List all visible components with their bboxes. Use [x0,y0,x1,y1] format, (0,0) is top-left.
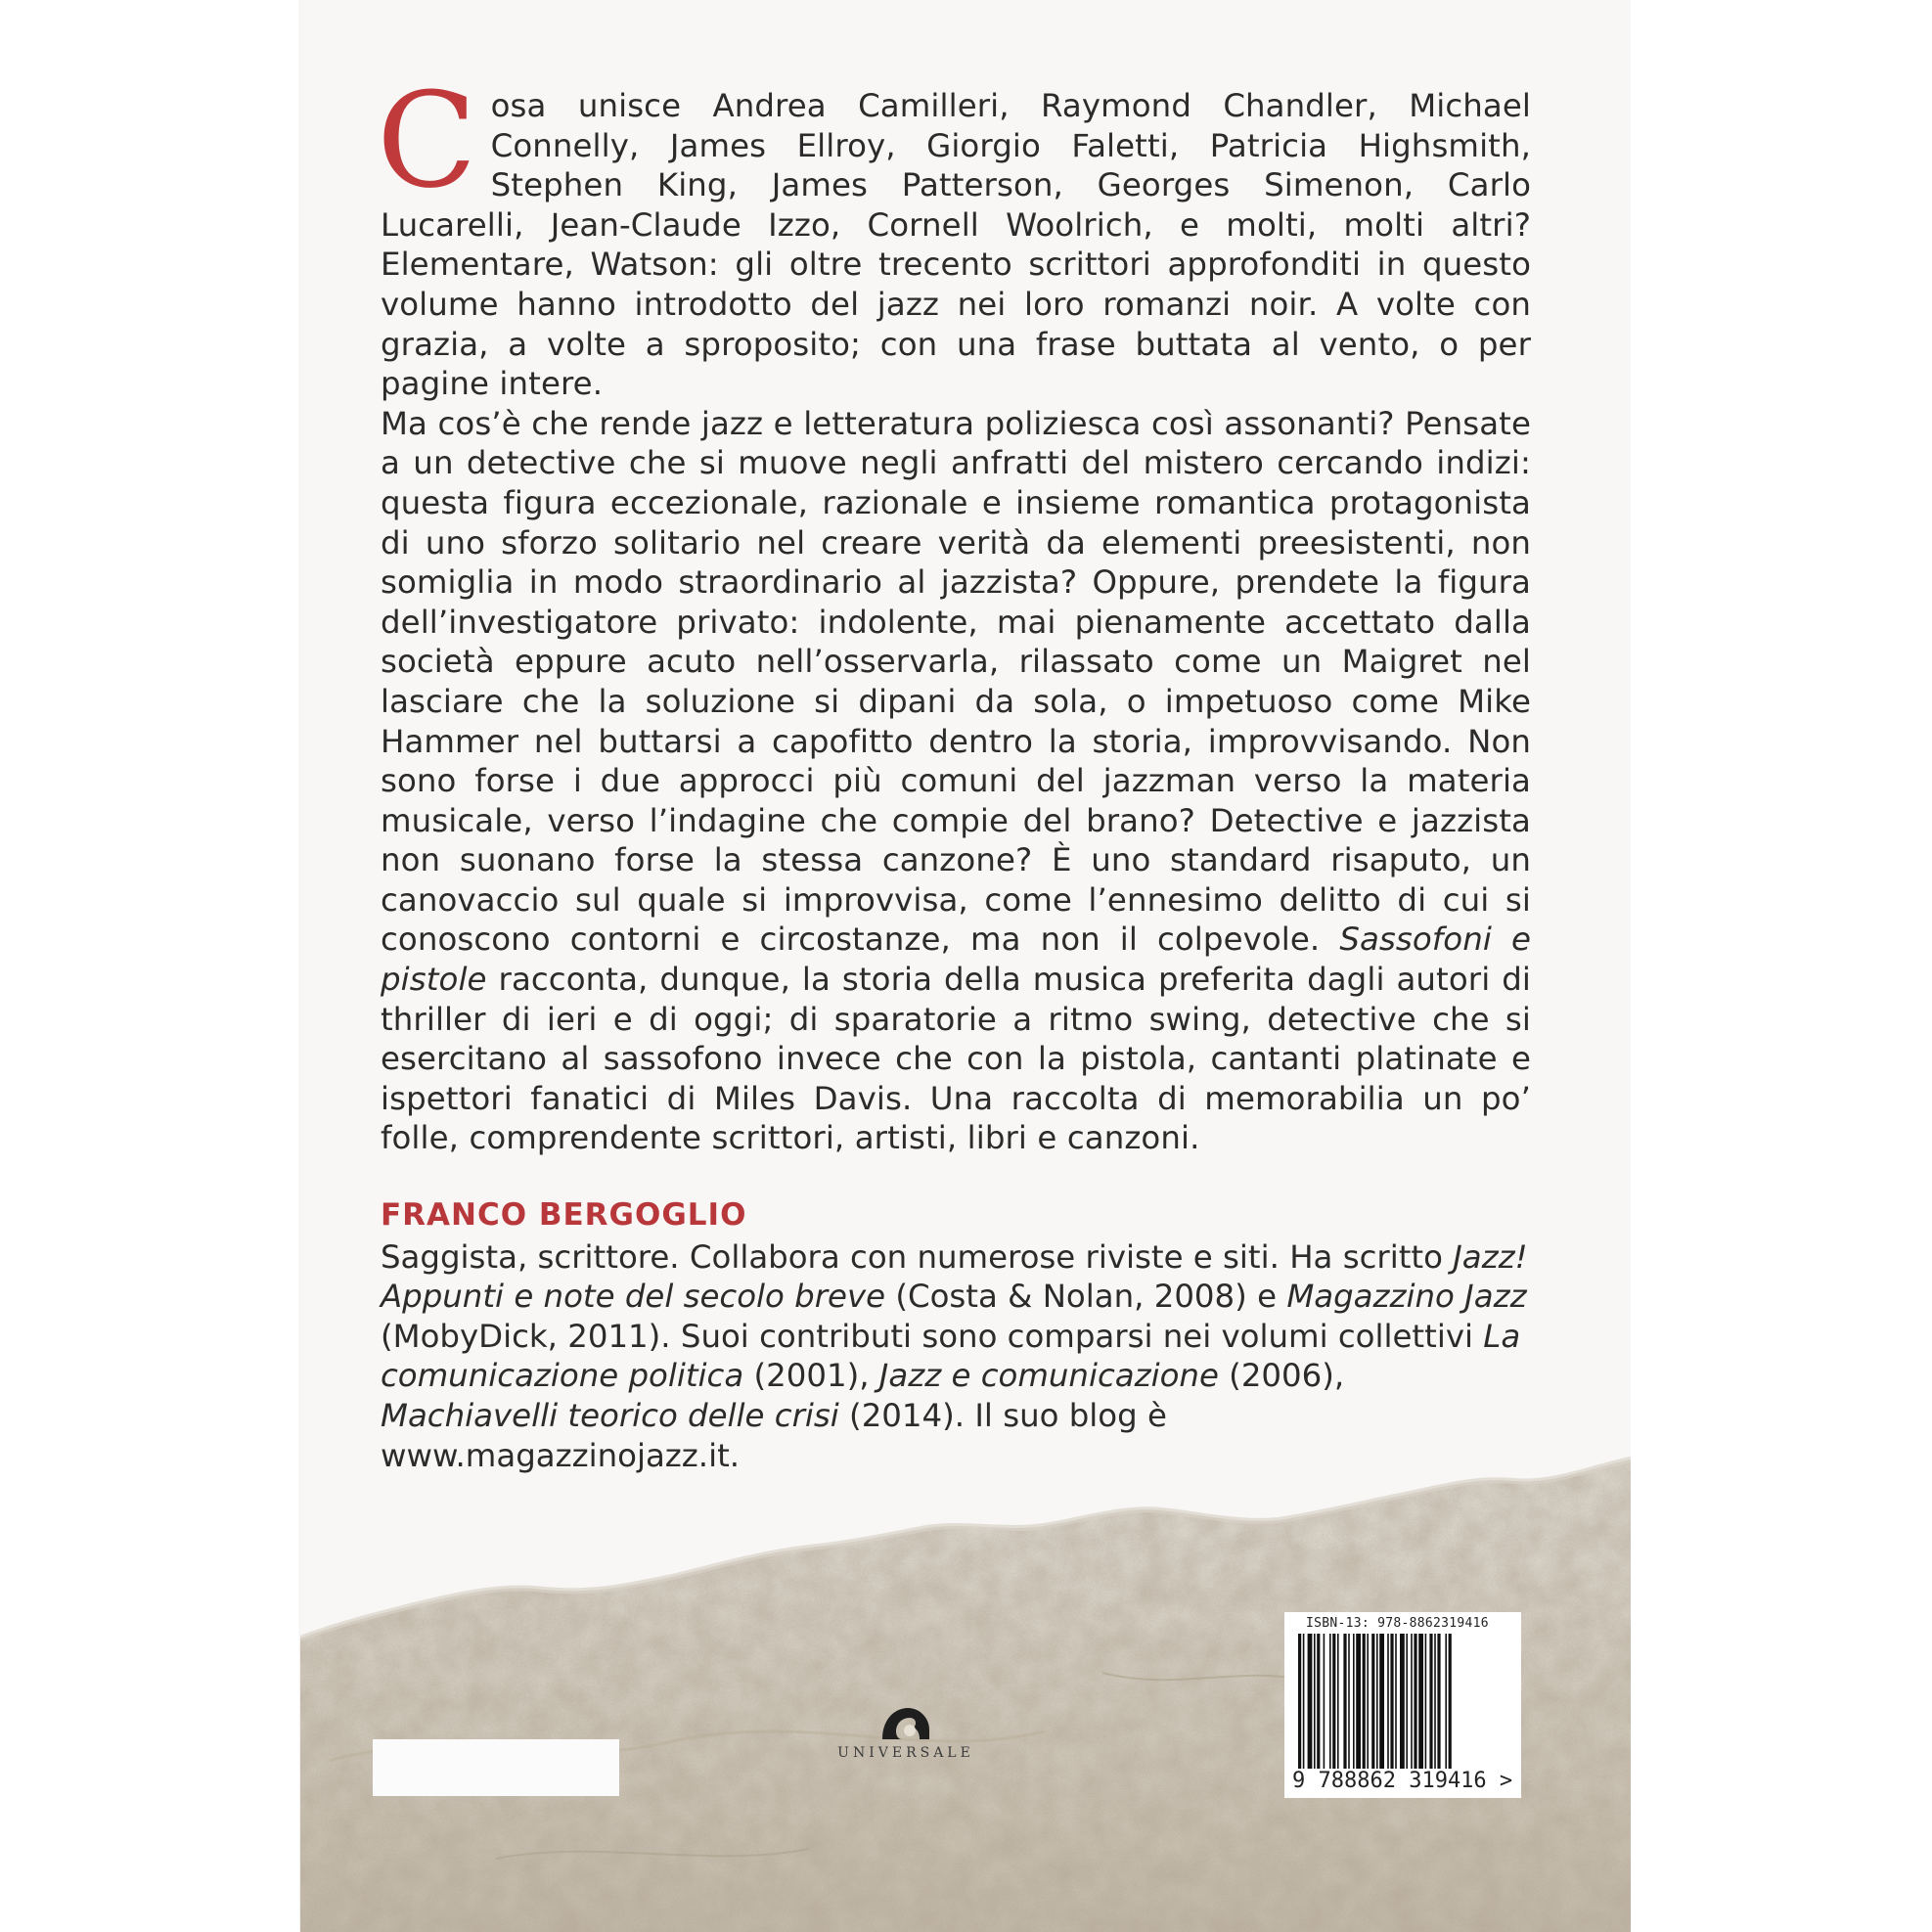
barcode-bar [1337,1634,1339,1769]
isbn-text: ISBN-13: 978-8862319416 [1306,1616,1489,1631]
author-book-title: La comunicazione politica [381,1317,1521,1395]
ean-digits: 9 788862 319416 > [1292,1769,1513,1793]
author-book-title: Magazzino Jazz [1286,1278,1527,1316]
barcode-bar [1390,1634,1393,1769]
barcode-bar [1332,1634,1335,1769]
blurb-paragraph-2-part-b: racconta, dunque, la storia della musica preferita dagli autori di thriller di ieri e di oggi; di sparatorie a ritmo swing, detective che si esercitano al sassofono invece che con la pistola, cantanti platinate e ispettori fanatici di Miles Davis. Una raccolta di memorabilia un po’ folle, comprendente scrittori, artisti, libri e canzoni. [381,961,1531,1157]
author-book-title: Jazz! Appunti e note del secolo breve [381,1237,1528,1316]
barcode-bar [1314,1634,1316,1769]
author-book-title: Jazz e comunicazione [878,1357,1219,1395]
author-book-title: Machiavelli teorico delle crisi [381,1396,839,1434]
barcode-bar [1353,1634,1355,1769]
drop-cap: C [377,65,477,217]
barcode-bar [1371,1634,1374,1769]
barcode-bar [1329,1634,1331,1769]
author-name: FRANCO BERGOGLIO [381,1197,747,1233]
barcode-bar [1387,1634,1389,1769]
author-bio-text: Saggista, scrittore. Collabora con numerose riviste e siti. Ha scritto [381,1237,1454,1276]
author-bio-text: (2014). Il suo blog è www.magazzinojazz.it. [381,1396,1167,1474]
blurb-paragraph-2-part-a: Ma cos’è che rende jazz e letteratura poliziesca così assonanti? Pensate a un detective che si muove negli anfratti del mistero cercando indizi: questa figura eccezionale, razionale e insieme romantica protagonista di uno sforzo solitario nel creare verità da elementi preesistenti, non somiglia in modo straordinario al jazzista? Oppure, prendete la figura dell’investigatore privato: indolente, mai pienamente accettato dalla società eppure acuto nell’osservarla, rilassato come un Maigret nel lasciare che la soluzione si dipani da sola, o impetuoso come Mike Hammer nel buttarsi a capofitto dentro la storia, improvvisando. Non sono forse i due approcci più comuni del jazzman verso la materia musicale, verso l’indagine che compie del brano? Detective e jazzista non suonano forse la stessa canzone? È uno standard risaputo, un canovaccio sul quale si improvvisa, come l’ennesimo delitto di cui si conoscono contorni e circostanze, ma non il colpevole. [381,404,1531,959]
barcode-bar [1308,1634,1313,1769]
barcode-bar [1324,1634,1325,1769]
barcode-bar [1379,1634,1384,1769]
barcode-bar [1411,1634,1413,1769]
barcode-label [1284,1612,1521,1798]
author-bio-text: (2006), [1218,1357,1345,1395]
blurb-text [377,65,1531,1158]
author-bio-text: (Costa & Nolan, 2008) e [885,1278,1287,1316]
barcode-bar [1400,1634,1405,1769]
book-back-cover [300,0,1631,1932]
barcode-bar [1298,1634,1301,1769]
barcode-bar [1437,1634,1440,1769]
publisher-logo-icon [878,1704,933,1743]
blurb-paragraph-1: osa unisce Andrea Camilleri, Raymond Chandler, Michael Connelly, James Ellroy, Giorgio Faletti, Patricia Highsmith, Stephen King, James Patterson, Georges Simenon, Carlo Lucarelli, Jean-Claude Izzo, Cornell Woolrich, e molti, molti altri? Elementare, Watson: gli oltre trecento scrittori approfonditi in questo volume hanno introdotto del jazz nei loro romanzi noir. A volte con grazia, a volte a sproposito; con una frase buttata al vento, o per pagine intere. [381,87,1531,403]
barcode-bar [1429,1634,1432,1769]
price-label-area [373,1739,619,1796]
publisher-mark [818,1704,994,1761]
barcode-bar [1376,1634,1378,1769]
barcode-bar [1414,1634,1416,1769]
barcode-bar [1303,1634,1305,1769]
barcode-bar [1434,1634,1436,1769]
barcode-bar [1363,1634,1366,1769]
author-bio-text: (MobyDick, 2011). Suoi contributi sono comparsi nei volumi collettivi [381,1317,1484,1355]
barcode-bar [1395,1634,1397,1769]
barcode-bar [1425,1634,1427,1769]
barcode-icon [1296,1634,1509,1771]
barcode-bar [1317,1634,1320,1769]
barcode-bar [1348,1634,1350,1769]
barcode-bar [1406,1634,1408,1769]
barcode-bar [1343,1634,1346,1769]
blurb-paragraph-2 [381,404,1531,1158]
book-title: Sassofoni e pistole [381,921,1531,999]
barcode-bar [1418,1634,1423,1769]
publisher-name: UNIVERSALE [837,1745,974,1761]
barcode-bar [1445,1634,1447,1769]
barcode-bar [1449,1634,1452,1769]
page-margin [1631,0,1932,1932]
barcode-bar [1356,1634,1361,1769]
author-bio-text: (2001), [743,1357,879,1395]
barcode-bar [1367,1634,1369,1769]
author-section [381,1195,1531,1475]
